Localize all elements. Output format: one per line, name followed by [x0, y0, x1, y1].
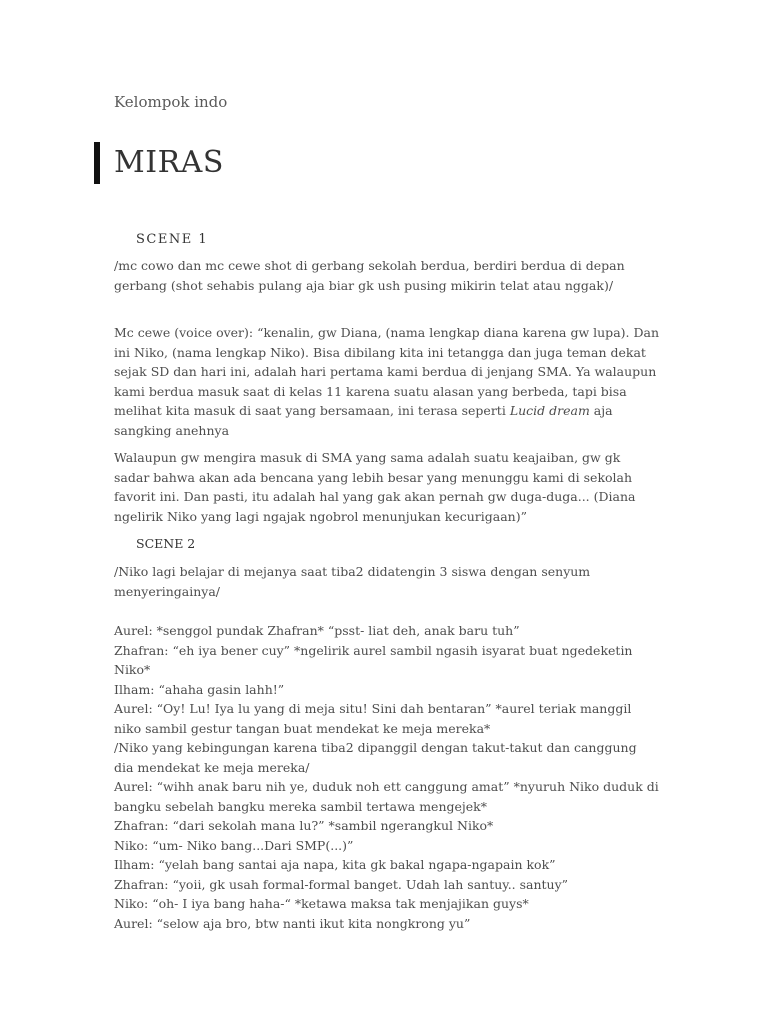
scene-2-direction: /Niko lagi belajar di mejanya saat tiba2 didatengin 3 siswa dengan senyum menyeringainya/ — [114, 564, 591, 599]
document-title: MIRAS — [114, 145, 224, 180]
document-body — [114, 230, 659, 933]
scene-1-paragraph-2: Walaupun gw mengira masuk di SMA yang sama adalah suatu keajaiban, gw gk sadar bahwa akan ada bencana yang lebih besar yang menunggu kami di sekolah favorit ini. Dan pasti, itu adalah hal yang gak akan pernah gw duga-duga... (Diana ngelirik Niko yang lagi ngajak ngobrol menunjukan kecurigaan)” — [114, 450, 636, 524]
dialogue-line: Zhafran: “dari sekolah mana lu?” *sambil ngerangkul Niko* — [114, 818, 494, 833]
scene-1-heading: SCENE 1 — [136, 232, 209, 247]
title-accent-bar — [94, 142, 100, 184]
dialogue-line: Niko: “um- Niko bang...Dari SMP(...)” — [114, 837, 354, 853]
scene-2-dialogue — [114, 621, 659, 933]
dialogue-line: Aurel: “selow aja bro, btw nanti ikut kita nongkrong yu” — [114, 915, 471, 931]
scene-1-direction: /mc cowo dan mc cewe shot di gerbang sekolah berdua, berdiri berdua di depan gerbang (shot sehabis pulang aja biar gk ush pusing mikirin telat atau nggak)/ — [114, 258, 625, 293]
dialogue-line: Zhafran: “eh iya bener cuy” *ngelirik aurel sambil ngasih isyarat buat ngedeketin Niko* — [114, 642, 633, 677]
dialogue-line: Aurel: *senggol pundak Zhafran* “psst- liat deh, anak baru tuh” — [114, 623, 520, 638]
dialogue-line: Niko: “oh- I iya bang haha-“ *ketawa maksa tak menjajikan guys* — [114, 896, 529, 911]
dialogue-line: Ilham: “yelah bang santai aja napa, kita gk bakal ngapa-ngapain kok” — [114, 857, 556, 872]
dialogue-line: Zhafran: “yoii, gk usah formal-formal banget. Udah lah santuy.. santuy” — [114, 876, 569, 892]
voice-over-text-end: aja sangking anehnya — [114, 403, 613, 438]
dialogue-line: Ilham: “ahaha gasin lahh!” — [114, 681, 285, 697]
dialogue-line: Aurel: “wihh anak baru nih ye, duduk noh ett canggung amat” *nyuruh Niko duduk di bangku sebelah bangku mereka sambil tertawa mengejek* — [114, 779, 659, 814]
dialogue-line: Aurel: “Oy! Lu! Iya lu yang di meja situ! Sini dah bentaran” *aurel teriak manggil niko sambil gestur tangan buat mendekat ke meja mereka* — [114, 701, 632, 736]
dialogue-line: /Niko yang kebingungan karena tiba2 dipanggil dengan takut-takut dan canggung dia mendekat ke meja mereka/ — [114, 740, 637, 775]
scene-2-heading: SCENE 2 — [136, 536, 196, 551]
voice-over-text: Mc cewe (voice over): “kenalin, gw Diana, (nama lengkap diana karena gw lupa). Dan ini Niko, (nama lengkap Niko). Bisa dibilang kita ini tetangga dan juga teman dekat sejak SD dan hari ini, adalah hari pertama kami berdua di jenjang SMA. Ya walaupun kami berdua masuk saat di kelas 11 karena suatu alasan yang berbeda, tapi bisa melihat kita masuk di saat yang bersamaan, ini terasa seperti — [114, 325, 659, 418]
voice-over-italic-phrase: Lucid dream — [509, 403, 590, 418]
scene-1-voice-over — [114, 323, 659, 440]
author-name: Kelompok indo — [114, 93, 228, 111]
